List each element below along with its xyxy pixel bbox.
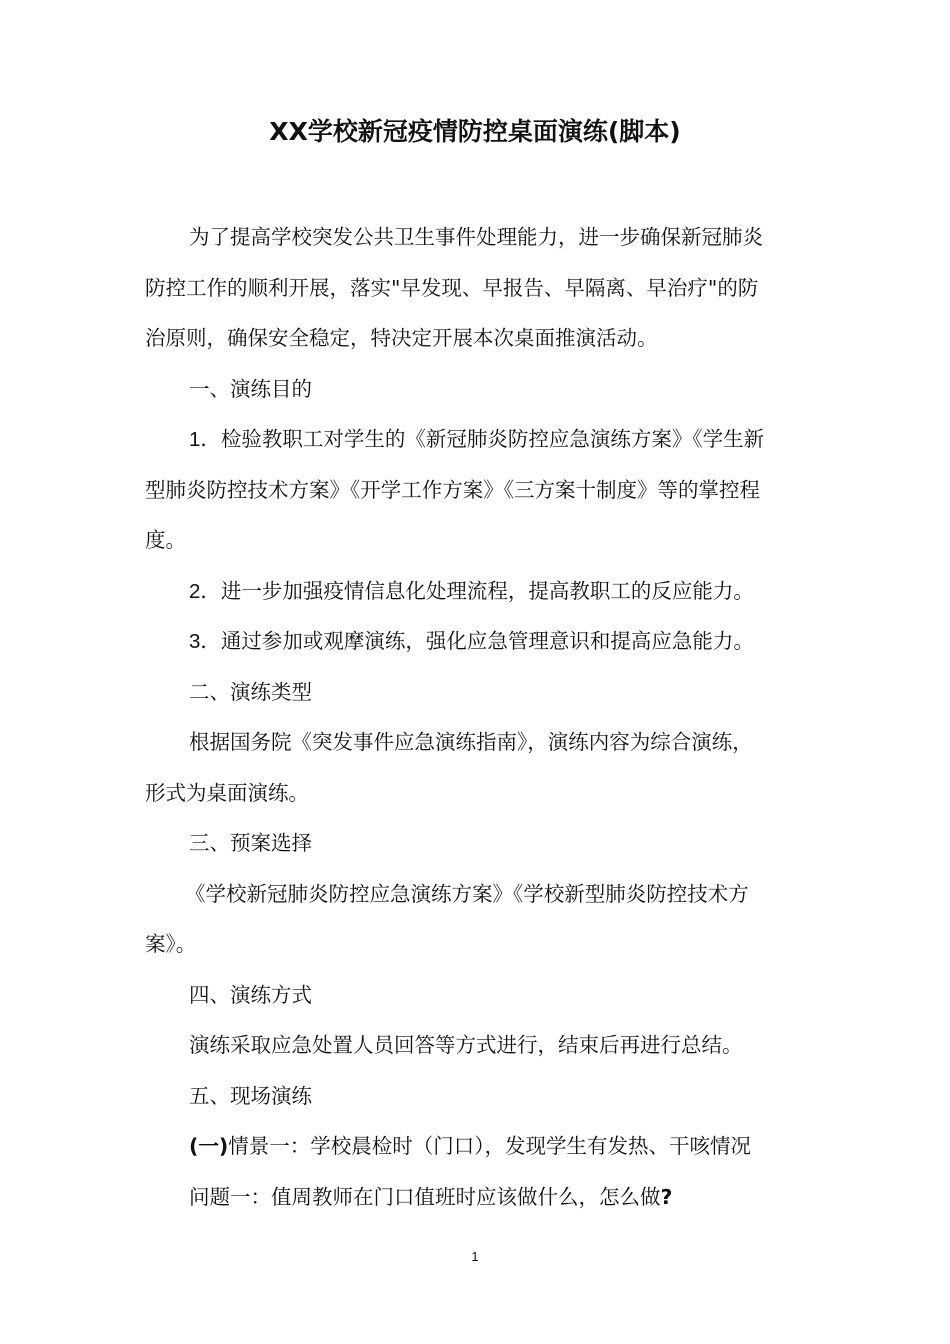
- purpose-item-1-number: 1．: [189, 428, 221, 451]
- purpose-item-1-text: 检验教职工对学生的《新冠肺炎防控应急演练方案》《学生新: [220, 427, 765, 451]
- section-heading-type: 二、演练类型: [189, 679, 312, 704]
- intro-line-1: 为了提高学校突发公共卫生事件处理能力，进一步确保新冠肺炎: [189, 225, 763, 249]
- purpose-item-3-number: 3．: [189, 630, 221, 653]
- document-title: XX学校新冠疫情防控桌面演练(脚本): [269, 117, 681, 146]
- scenario-1-text: 情景一：学校晨检时（门口），发现学生有发热、干咳情况: [228, 1134, 751, 1158]
- question-1-mark: ?: [660, 1184, 673, 1209]
- purpose-item-1-line-1: [145, 414, 813, 465]
- scenario-1: [145, 1121, 813, 1172]
- section-heading-purpose: 一、演练目的: [189, 376, 312, 401]
- purpose-item-3: [145, 616, 813, 667]
- intro-line-2: 防控工作的顺利开展，落实"早发现、早报告、早隔离、早治疗"的防: [145, 275, 759, 300]
- type-line-1: 根据国务院《突发事件应急演练指南》，演练内容为综合演练，: [189, 730, 753, 754]
- section-heading-method: 四、演练方式: [189, 982, 312, 1007]
- section-heading-plan: 三、预案选择: [189, 831, 312, 855]
- document-body: [145, 212, 813, 1222]
- plan-line-2: 案》。: [145, 932, 197, 956]
- plan-line-1: 《学校新冠肺炎防控应急演练方案》《学校新型肺炎防控技术方: [185, 881, 749, 906]
- purpose-item-3-text: 通过参加或观摩演练，强化应急管理意识和提高应急能力。: [220, 629, 754, 653]
- purpose-item-2: [145, 566, 813, 617]
- question-1: [145, 1172, 813, 1223]
- type-line-2: 形式为桌面演练。: [145, 780, 309, 805]
- purpose-item-2-text: 进一步加强疫情信息化处理流程，提高教职工的反应能力。: [220, 578, 754, 603]
- method-text: 演练采取应急处置人员回答等方式进行，结束后再进行总结。: [189, 1033, 743, 1057]
- question-1-text: 问题一：值周教师在门口值班时应该做什么，怎么做: [189, 1184, 661, 1209]
- purpose-item-1-line-3: 度。: [145, 528, 186, 552]
- purpose-item-1-line-2: 型肺炎防控技术方案》《开学工作方案》《三方案十制度》等的掌控程: [145, 477, 760, 502]
- section-heading-drill: 五、现场演练: [189, 1083, 312, 1108]
- page-number: 1: [471, 1249, 479, 1264]
- intro-line-3: 治原则，确保安全稳定，特决定开展本次桌面推演活动。: [145, 326, 658, 350]
- scenario-1-prefix: (一): [189, 1134, 229, 1158]
- purpose-item-2-number: 2．: [189, 579, 221, 603]
